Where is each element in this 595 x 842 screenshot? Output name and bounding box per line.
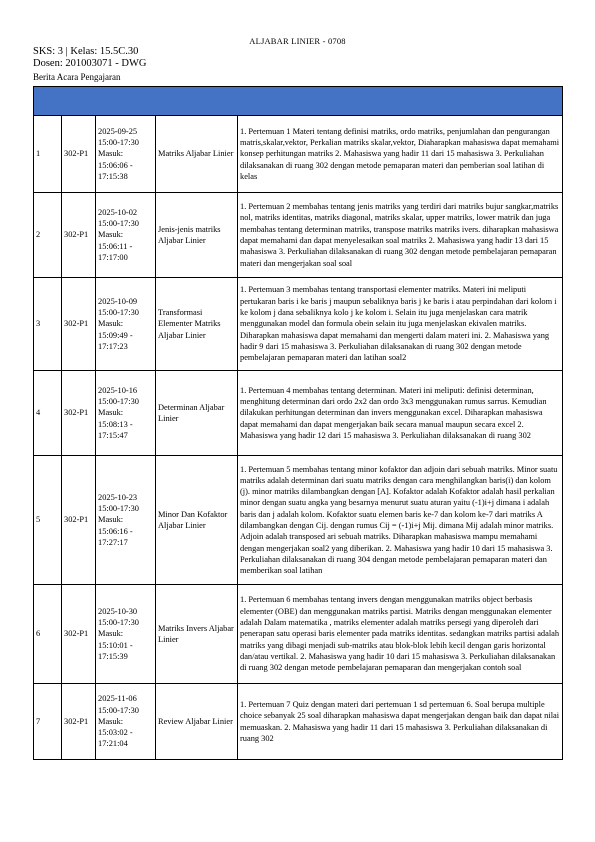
session-time xyxy=(96,371,156,456)
room-code: 302-P1 xyxy=(62,585,96,684)
check-in-time: 15:08:13 - xyxy=(98,419,133,429)
header-cell xyxy=(34,87,563,116)
topic-title: Minor Dan Kofaktor Aljabar Linier xyxy=(156,456,238,585)
session-description: 1. Pertemuan 1 Materi tentang definisi matriks, ordo matriks, penjumlahan dan pengurangan matris,skalar,vektor, Perkalian matriks skalar,vektor, Diaharapkan mahasiswa dapat memahami konsep perhitungan matriks 2. Mahasiswa yang hadir 11 dari 15 mahasiswa 3. Perkuliahan dilaksanakan di ruang 302 dengan metode pemaparan materi dan pemberian soal latihan di kelas xyxy=(238,116,563,193)
session-date: 2025-09-25 xyxy=(98,126,138,136)
check-in-time: 15:09:49 - xyxy=(98,330,133,340)
table-row xyxy=(34,684,563,760)
session-description: 1. Pertemuan 7 Quiz dengan materi dari pertemuan 1 sd pertemuan 6. Soal berupa multiple choice sebanyak 25 soal diharapkan mahasiswa dapat mengerjakan dengan baik dan dapat nilai memuaskan. 2. Mahasiswa yang hadir 11 dari 15 mahasiswa 3. Perkuliahan dilaksanakan di ruang 302 xyxy=(238,684,563,760)
check-in-label: Masuk: xyxy=(98,319,124,329)
session-time xyxy=(96,585,156,684)
room-code: 302-P1 xyxy=(62,456,96,585)
session-date: 2025-10-09 xyxy=(98,296,138,306)
check-out-time: 17:21:04 xyxy=(98,739,128,749)
table-row xyxy=(34,456,563,585)
topic-title: Transformasi Elementer Matriks Aljabar Linier xyxy=(156,278,238,371)
topic-title: Matriks Aljabar Linier xyxy=(156,116,238,193)
row-number: 7 xyxy=(34,684,62,760)
table-header-band xyxy=(34,87,563,116)
check-out-time: 17:17:23 xyxy=(98,341,128,351)
check-out-time: 17:17:00 xyxy=(98,252,128,262)
row-number: 3 xyxy=(34,278,62,371)
check-in-time: 15:10:01 - xyxy=(98,640,133,650)
dosen-line: Dosen: 201003071 - DWG xyxy=(33,58,147,69)
room-code: 302-P1 xyxy=(62,278,96,371)
row-number: 1 xyxy=(34,116,62,193)
session-time xyxy=(96,684,156,760)
check-in-time: 15:06:11 - xyxy=(98,241,133,251)
check-in-label: Masuk: xyxy=(98,230,124,240)
session-hours: 15:00-17:30 xyxy=(98,138,139,148)
row-number: 6 xyxy=(34,585,62,684)
room-code: 302-P1 xyxy=(62,116,96,193)
check-out-time: 17:15:38 xyxy=(98,171,128,181)
check-out-time: 17:15:47 xyxy=(98,430,128,440)
check-in-label: Masuk: xyxy=(98,149,124,159)
room-code: 302-P1 xyxy=(62,684,96,760)
table-row xyxy=(34,585,563,684)
session-description: 1. Pertemuan 6 membahas tentang invers dengan menggunakan matriks object berbasis elementer (OBE) dan menggunakan matriks partisi. Matriks dengan menggunakan elementer adalah Dalam matematika , matriks elementer adalah matriks persegi yang diperoleh dari penerapan satu operasi baris elementer pada matriks identitas. sedangkan matriks partisi adalah matriks yang dibagi menjadi sub-matriks atau blok-blok lebih kecil dengan garis horizontal dan/atau vertikal. 2. Mahasiswa yang hadir 10 dari 15 mahasiswa 3. Perkuliahan dilaksanakan di ruang 302 dengan metode pembelajaran pemaparan dan mengerjakan contoh soal xyxy=(238,585,563,684)
session-description: 1. Pertemuan 3 membahas tentang transportasi elementer matriks. Materi ini meliputi pertukaran baris i ke baris j maupun sebaliknya baris j ke baris i atau perpindahan dari kolom i ke kolom j dana sebaliknya kolo j ke kolom i. Selain itu juga menjelaskan cara matrik menggunakan model dan formula obein selain itu juga menjelaskan ekivalen matriks. Diharapkan mahasiswa dapat memahami dan mengerti dalam materi ini. 2. Mahasiswa yang hadir 9 dari 15 mahasiswa 3. Perkuliahan dilaksanakan di ruang 302 dengan metode pembelajaran pemaparan materi dan latihan soal2 xyxy=(238,278,563,371)
session-hours: 15:00-17:30 xyxy=(98,308,139,318)
session-date: 2025-11-06 xyxy=(98,694,137,704)
session-hours: 15:00-17:30 xyxy=(98,397,139,407)
room-code: 302-P1 xyxy=(62,193,96,278)
check-out-time: 17:15:39 xyxy=(98,651,128,661)
check-in-label: Masuk: xyxy=(98,716,124,726)
session-time xyxy=(96,456,156,585)
check-in-time: 15:03:02 - xyxy=(98,728,133,738)
session-description: 1. Pertemuan 5 membahas tentang minor kofaktor dan adjoin dari sebuah matriks. Minor suatu matriks adalah determinan dari suatu matriks dengan cara menghilangkan baris(i) dan kolom (j). minor matriks dilambangkan dengan [A]. Kofaktor adalah Kofaktor adalah hasil perkalian minor dengan suatu angka yang besarnya menurut suatu aturan yaitu (-1)i+j dimana i adalah baris dan j adalah kolom. Kofaktor suatu elemen baris ke-7 dan kolom ke-7 dari matriks A dilambangkan dengan Cij. dengan rumus Cij = (-1)i+j Mij. dimana Mij adalah minor matriks. Adjoin adalah transposed ari sebuah matriks. Diharapkan mahasiswa mampu memahami dengan mengerjakan soal2 yang diberikan. 2. Mahasiswa yang hadir 10 dari 15 mahasiswa 3. Perkuliahan dilaksanakan di ruang 304 dengan metode pembelajaran pemaparan materi dan memberikan soal latihan xyxy=(238,456,563,585)
session-date: 2025-10-02 xyxy=(98,207,138,217)
session-description: 1. Pertemuan 4 membahas tentang determinan. Materi ini meliputi: definisi determinan, menghitung determinan dari ordo 2x2 dan ordo 3x3 menggunakan rumus sarrus. Kemudian dilakukan perhitungan determinan dan invers menggunakan excel. Diharapkan mahasiswa dapat memahami dan dapat mengerjakan baik secara manual maupun secara excel 2. Mahasiswa yang hadir 12 dari 15 mahasiswa 3. Perkuliahan dilaksanakan di ruang 302 xyxy=(238,371,563,456)
check-in-label: Masuk: xyxy=(98,515,124,525)
row-number: 4 xyxy=(34,371,62,456)
session-hours: 15:00-17:30 xyxy=(98,504,139,514)
table-row xyxy=(34,371,563,456)
table-row xyxy=(34,116,563,193)
session-description: 1. Pertemuan 2 membahas tentang jenis matriks yang terdiri dari matriks bujur sangkar,matriks nol, matriks identitas, matriks diagonal, matriks skalar, upper matriks, lower matrik dan juga membahas tentang determinan matriks, transpose matriks matriks ivers. diharapkan mahasiswa dapat memahami dan dapat menyelesaikan soal matriks 2. Mahasiswa yang hadir 13 dari 15 mahasiswa 3. Perkuliahan dilaksanakan di ruang 302 dengan metode pembelajaran pemaparan materi dan mengerjakan soal soal xyxy=(238,193,563,278)
table-row xyxy=(34,193,563,278)
topic-title: Review Aljabar Linier xyxy=(156,684,238,760)
topic-title: Determinan Aljabar Linier xyxy=(156,371,238,456)
document-title: ALJABAR LINIER - 0708 xyxy=(249,36,346,46)
topic-title: Jenis-jenis matriks Aljabar Linier xyxy=(156,193,238,278)
teaching-record-table xyxy=(33,86,563,760)
row-number: 5 xyxy=(34,456,62,585)
sks-kelas-line: SKS: 3 | Kelas: 15.5C.30 xyxy=(33,46,139,57)
session-hours: 15:00-17:30 xyxy=(98,618,139,628)
session-time xyxy=(96,116,156,193)
row-number: 2 xyxy=(34,193,62,278)
check-in-time: 15:06:06 - xyxy=(98,160,133,170)
session-time xyxy=(96,193,156,278)
check-out-time: 17:27:17 xyxy=(98,537,128,547)
section-heading: Berita Acara Pengajaran xyxy=(33,72,121,82)
session-time xyxy=(96,278,156,371)
check-in-label: Masuk: xyxy=(98,408,124,418)
session-hours: 15:00-17:30 xyxy=(98,219,139,229)
session-date: 2025-10-16 xyxy=(98,385,138,395)
topic-title: Matriks Invers Aljabar Linier xyxy=(156,585,238,684)
check-in-time: 15:06:16 - xyxy=(98,526,133,536)
session-hours: 15:00-17:30 xyxy=(98,705,139,715)
check-in-label: Masuk: xyxy=(98,629,124,639)
session-date: 2025-10-30 xyxy=(98,606,138,616)
session-date: 2025-10-23 xyxy=(98,492,138,502)
table-row xyxy=(34,278,563,371)
room-code: 302-P1 xyxy=(62,371,96,456)
